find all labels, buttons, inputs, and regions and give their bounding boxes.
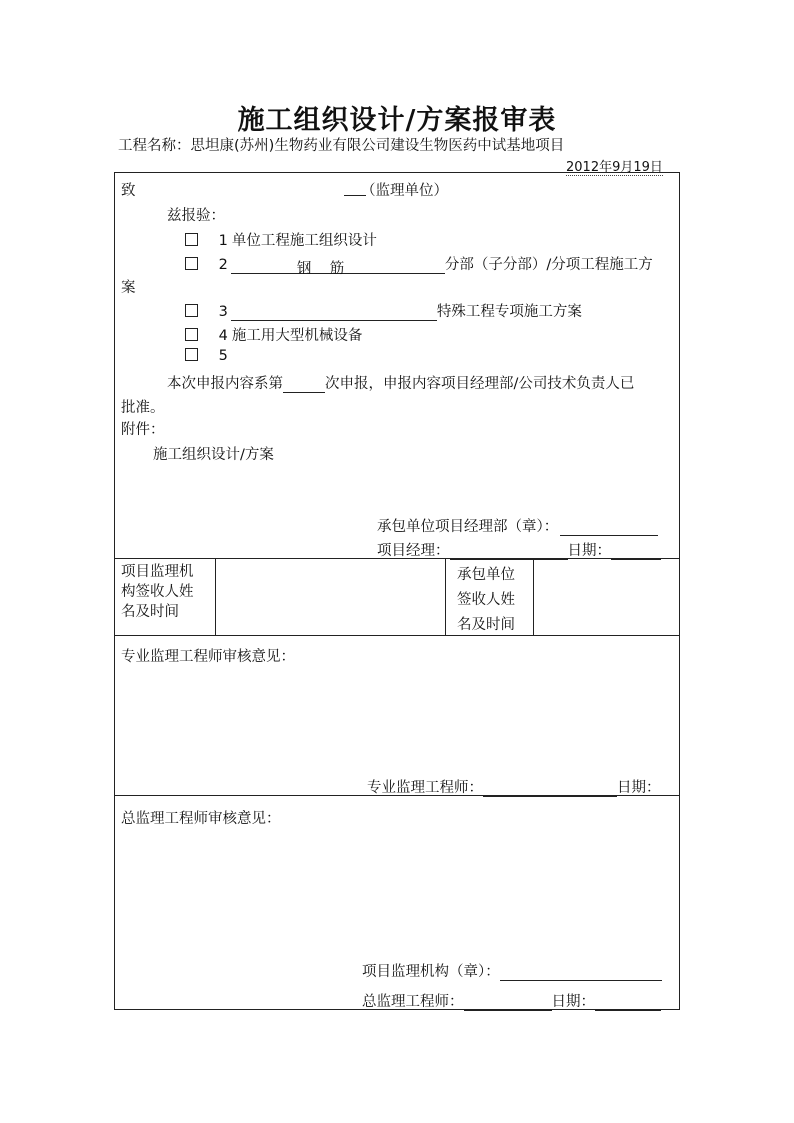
review-form-table <box>114 172 680 1010</box>
engineer-field[interactable] <box>483 780 617 797</box>
supervisor-receiver-label <box>121 562 194 622</box>
engineer-review-heading: 专业监理工程师审核意见： <box>121 649 295 665</box>
submission-count-field[interactable] <box>283 376 325 393</box>
to-label: 致 <box>121 183 136 199</box>
item-number: 5 <box>218 348 228 364</box>
contractor-seal-row <box>377 515 658 536</box>
item-text: 单位工程施工组织设计 <box>231 233 377 249</box>
item-number: 2 <box>218 257 228 273</box>
label-line: 构签收人姓 <box>121 584 194 600</box>
label-line: 名及时间 <box>457 617 515 633</box>
item-number: 1 <box>218 233 228 249</box>
chief-label: 总监理工程师： <box>362 994 464 1010</box>
supervisor-unit-label: （监理单位） <box>361 183 448 199</box>
declaration-after: 次申报，申报内容项目经理部/公司技术负责人已 <box>325 376 635 392</box>
institution-row <box>362 960 662 981</box>
item-number: 3 <box>218 304 228 320</box>
submit-intro: 兹报验： <box>167 208 225 224</box>
attachment-label: 附件： <box>121 422 165 438</box>
checkbox[interactable] <box>185 328 198 341</box>
contractor-seal-field[interactable] <box>560 519 658 536</box>
checkbox[interactable] <box>185 233 198 246</box>
submission-item <box>185 324 362 345</box>
submission-item <box>185 348 228 364</box>
supervisor-receiver-field[interactable] <box>217 560 443 633</box>
divider-line <box>115 635 679 636</box>
date-label: 日期： <box>617 780 661 796</box>
item-text: 分部（子分部）/分项工程施工方 <box>444 257 653 273</box>
label-line: 项目监理机 <box>121 564 194 580</box>
engineer-label: 专业监理工程师： <box>367 780 483 796</box>
checkbox[interactable] <box>185 304 198 317</box>
divider-line <box>215 558 216 635</box>
date-label: 日期： <box>567 543 611 559</box>
manager-label: 项目经理： <box>377 543 450 559</box>
date-field[interactable] <box>595 994 661 1011</box>
item-fill-text: 钢 筋 <box>296 261 345 277</box>
contractor-receiver-field[interactable] <box>535 560 677 633</box>
page-title: 施工组织设计/方案报审表 <box>237 105 557 136</box>
chief-review-heading: 总监理工程师审核意见： <box>121 811 281 827</box>
declaration-text <box>167 372 634 393</box>
manager-field[interactable] <box>450 543 568 560</box>
item-number: 4 <box>218 328 228 344</box>
project-name: 工程名称：思坦康(苏州)生物药业有限公司建设生物医药中试基地项目 <box>118 138 565 154</box>
submission-item <box>185 253 653 277</box>
engineer-review-field[interactable] <box>121 668 673 768</box>
declaration-before: 本次申报内容系第 <box>167 376 283 392</box>
institution-field[interactable] <box>500 964 662 981</box>
checkbox[interactable] <box>185 348 198 361</box>
label-line: 签收人姓 <box>457 592 515 608</box>
item-wrap-text: 案 <box>121 280 136 296</box>
engineer-sign-row <box>367 776 661 797</box>
submission-item <box>185 229 377 250</box>
chief-review-field[interactable] <box>121 831 673 951</box>
item-text: 特殊工程专项施工方案 <box>436 304 582 320</box>
date-label: 日期： <box>551 994 595 1010</box>
contractor-seal-label: 承包单位项目经理部（章）： <box>377 519 559 535</box>
chief-sign-row <box>362 990 661 1011</box>
manager-row <box>377 539 661 560</box>
submission-item <box>185 300 582 321</box>
date-field[interactable] <box>611 543 661 560</box>
item-fill-field[interactable] <box>231 304 437 321</box>
checkbox[interactable] <box>185 257 198 270</box>
report-date: 2012年9月19日 <box>566 156 663 176</box>
item-fill-field[interactable] <box>231 257 445 277</box>
chief-field[interactable] <box>464 994 552 1011</box>
declaration-wrap: 批准。 <box>121 400 165 416</box>
label-line: 承包单位 <box>457 567 515 583</box>
institution-label: 项目监理机构（章）： <box>362 964 500 980</box>
item-text: 施工用大型机械设备 <box>231 328 363 344</box>
divider-line <box>533 558 534 635</box>
contractor-receiver-label <box>457 563 515 638</box>
label-line: 名及时间 <box>121 604 179 620</box>
attachment-item: 施工组织设计/方案 <box>153 447 274 463</box>
divider-line <box>445 558 446 635</box>
